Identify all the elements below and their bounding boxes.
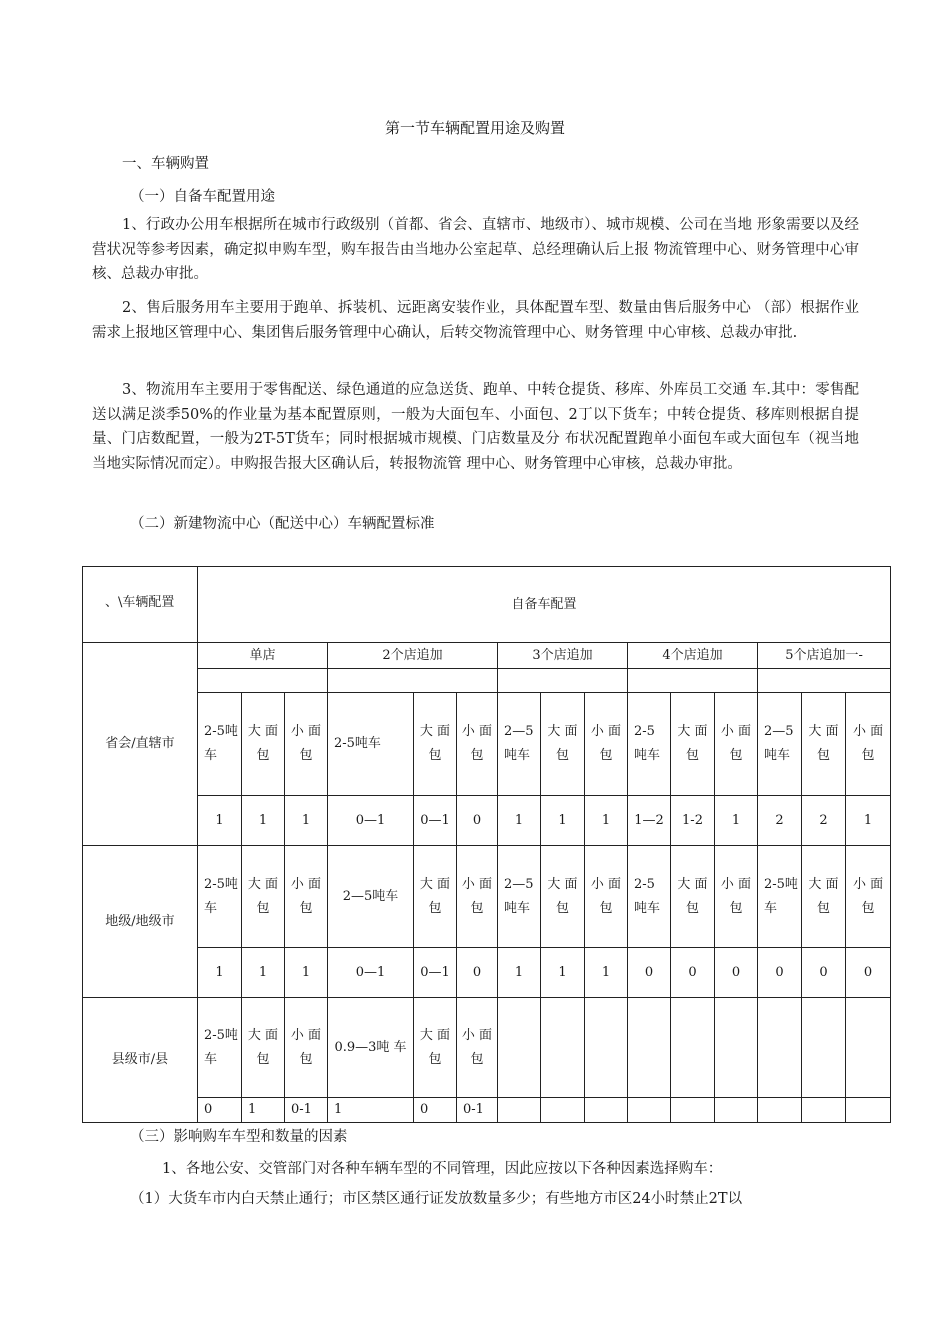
quantity-cell: 0 [457, 796, 498, 846]
empty-cell [758, 1098, 802, 1123]
quantity-cell: 1 [328, 1098, 414, 1123]
empty-cell [585, 998, 628, 1098]
vehicle-type-cell: 大 面 包 [802, 846, 846, 948]
vehicle-config-table [82, 566, 891, 1123]
vehicle-type-cell: 2-5吨车 [198, 693, 242, 796]
subsection-heading: （三）影响购车车型和数量的因素 [130, 1129, 348, 1145]
vehicle-type-cell: 小 面 包 [285, 998, 328, 1098]
paragraph-1: 1、行政办公用车根据所在城市行政级别（首都、省会、直辖市、地级市）、城市规模、公司在当地 形象需要以及经营状况等参考因素，确定拟申购车型，购车报告由当地办公室起草、总经理确认后上报 物流管理中心、财务管理中心审核、总裁办审批。 [92, 217, 859, 282]
quantity-cell: 1 [585, 948, 628, 998]
empty-cell [715, 1098, 758, 1123]
quantity-cell: 1 [242, 1098, 285, 1123]
quantity-cell: 0 [671, 948, 715, 998]
vehicle-type-cell: 2—5吨车 [758, 693, 802, 796]
quantity-cell: 1 [541, 948, 585, 998]
quantity-cell: 0 [846, 948, 891, 998]
vehicle-type-cell: 2-5吨车 [628, 693, 671, 796]
quantity-cell: 0 [198, 1098, 242, 1123]
vehicle-type-cell: 大 面 包 [541, 693, 585, 796]
vehicle-type-cell: 2-5吨车 [628, 846, 671, 948]
empty-cell [758, 669, 891, 693]
table-main-header: 自备车配置 [198, 567, 891, 643]
vehicle-type-cell: 0.9—3吨 车 [328, 998, 414, 1098]
region-cell: 县级市/县 [83, 998, 198, 1123]
paragraph-3: 3、物流用车主要用于零售配送、绿色通道的应急送货、跑单、中转仓提货、移库、外库员工交通 车.其中：零售配送以满足淡季50%的作业量为基本配置原则，一般为大面包车、小面包、2丁以下货车；中转仓提货、移库则根据自提量、门店数配置，一般为2T-5T货车；同时根据城市规模、门店数量及分 布状况配置跑单小面包车或大面包车（视当地当地实际情况而定）。申购报告报大区确认后，转报物流管 理中心、财务管理中心审核，总裁办审批。 [92, 382, 859, 472]
quantity-cell: 0 [802, 948, 846, 998]
empty-cell [498, 1098, 541, 1123]
quantity-cell: 1 [285, 796, 328, 846]
quantity-cell: 1 [285, 948, 328, 998]
vehicle-type-cell: 2—5吨车 [498, 693, 541, 796]
vehicle-type-cell: 大 面 包 [671, 846, 715, 948]
group-header: 4个店追加 [628, 643, 758, 669]
empty-cell [498, 669, 628, 693]
empty-cell [846, 998, 891, 1098]
quantity-cell: 0 [414, 1098, 457, 1123]
empty-cell [628, 1098, 671, 1123]
empty-cell [715, 998, 758, 1098]
quantity-cell: 0—1 [414, 948, 457, 998]
vehicle-type-cell: 2-5吨车 [758, 846, 802, 948]
table-corner-header: 、\车辆配置 [83, 567, 198, 643]
subsection-heading: （一）自备车配置用途 [130, 189, 275, 205]
quantity-cell: 0—1 [414, 796, 457, 846]
vehicle-type-cell: 小 面 包 [715, 693, 758, 796]
quantity-cell: 1—2 [628, 796, 671, 846]
quantity-cell: 0—1 [328, 796, 414, 846]
quantity-cell: 2 [758, 796, 802, 846]
vehicle-type-cell: 2—5吨车 [498, 846, 541, 948]
vehicle-type-cell: 大 面 包 [242, 693, 285, 796]
vehicle-type-cell: 2-5吨车 [198, 998, 242, 1098]
quantity-cell: 1 [846, 796, 891, 846]
quantity-cell: 1 [242, 796, 285, 846]
empty-cell [671, 998, 715, 1098]
group-header: 2个店追加 [328, 643, 498, 669]
quantity-cell: 2 [802, 796, 846, 846]
quantity-cell: 1 [498, 948, 541, 998]
vehicle-type-cell: 小 面 包 [846, 846, 891, 948]
vehicle-type-cell: 2—5吨车 [328, 846, 414, 948]
empty-cell [802, 998, 846, 1098]
quantity-cell: 1 [198, 796, 242, 846]
group-header: 单店 [198, 643, 328, 669]
quantity-cell: 1-2 [671, 796, 715, 846]
vehicle-type-cell: 大 面 包 [414, 998, 457, 1098]
paragraph-2: 2、售后服务用车主要用于跑单、拆装机、远距离安装作业，具体配置车型、数量由售后服务中心 （部）根据作业需求上报地区管理中心、集团售后服务管理中心确认，后转交物流管理中心、财务管理 中心审核、总裁办审批. [92, 300, 859, 341]
vehicle-type-cell: 小 面 包 [285, 846, 328, 948]
quantity-cell: 1 [541, 796, 585, 846]
vehicle-type-cell: 小 面 包 [585, 846, 628, 948]
empty-cell [628, 669, 758, 693]
vehicle-type-cell: 大 面 包 [671, 693, 715, 796]
quantity-cell: 1 [498, 796, 541, 846]
quantity-cell: 0 [457, 948, 498, 998]
paragraph-5: （1）大货车市内白天禁止通行；市区禁区通行证发放数量多少；有些地方市区24小时禁止2T以 [130, 1191, 743, 1207]
vehicle-type-cell: 大 面 包 [414, 693, 457, 796]
empty-cell [802, 1098, 846, 1123]
quantity-cell: 0—1 [328, 948, 414, 998]
region-cell: 地级/地级市 [83, 846, 198, 998]
empty-cell [628, 998, 671, 1098]
vehicle-type-cell: 小 面 包 [846, 693, 891, 796]
empty-cell [541, 998, 585, 1098]
page-title: 第一节车辆配置用途及购置 [384, 119, 565, 137]
vehicle-type-cell: 小 面 包 [585, 693, 628, 796]
empty-cell [498, 998, 541, 1098]
vehicle-type-cell: 大 面 包 [541, 846, 585, 948]
vehicle-type-cell: 小 面 包 [457, 998, 498, 1098]
quantity-cell: 1 [715, 796, 758, 846]
paragraph-4: 1、各地公安、交管部门对各种车辆车型的不同管理，因此应按以下各种因素选择购车： [162, 1161, 723, 1177]
vehicle-type-cell: 小 面 包 [285, 693, 328, 796]
vehicle-type-cell: 2-5吨车 [328, 693, 414, 796]
empty-cell [328, 669, 498, 693]
quantity-cell: 1 [242, 948, 285, 998]
empty-cell [198, 669, 328, 693]
empty-cell [541, 1098, 585, 1123]
empty-cell [585, 1098, 628, 1123]
quantity-cell: 0 [758, 948, 802, 998]
quantity-cell: 1 [585, 796, 628, 846]
vehicle-type-cell: 2-5吨车 [198, 846, 242, 948]
empty-cell [671, 1098, 715, 1123]
vehicle-type-cell: 小 面 包 [457, 846, 498, 948]
vehicle-type-cell: 大 面 包 [242, 846, 285, 948]
group-header: 5个店追加一- [758, 643, 891, 669]
quantity-cell: 0 [628, 948, 671, 998]
vehicle-type-cell: 大 面 包 [414, 846, 457, 948]
section-heading: 一、车辆购置 [122, 156, 209, 172]
empty-cell [846, 1098, 891, 1123]
empty-cell [758, 998, 802, 1098]
group-header: 3个店追加 [498, 643, 628, 669]
region-cell: 省会/直辖市 [83, 643, 198, 846]
quantity-cell: 0-1 [285, 1098, 328, 1123]
vehicle-type-cell: 小 面 包 [715, 846, 758, 948]
vehicle-type-cell: 大 面 包 [242, 998, 285, 1098]
vehicle-type-cell: 大 面 包 [802, 693, 846, 796]
vehicle-type-cell: 小 面 包 [457, 693, 498, 796]
quantity-cell: 0-1 [457, 1098, 498, 1123]
quantity-cell: 1 [198, 948, 242, 998]
subsection-heading: （二）新建物流中心（配送中心）车辆配置标准 [130, 516, 435, 532]
quantity-cell: 0 [715, 948, 758, 998]
